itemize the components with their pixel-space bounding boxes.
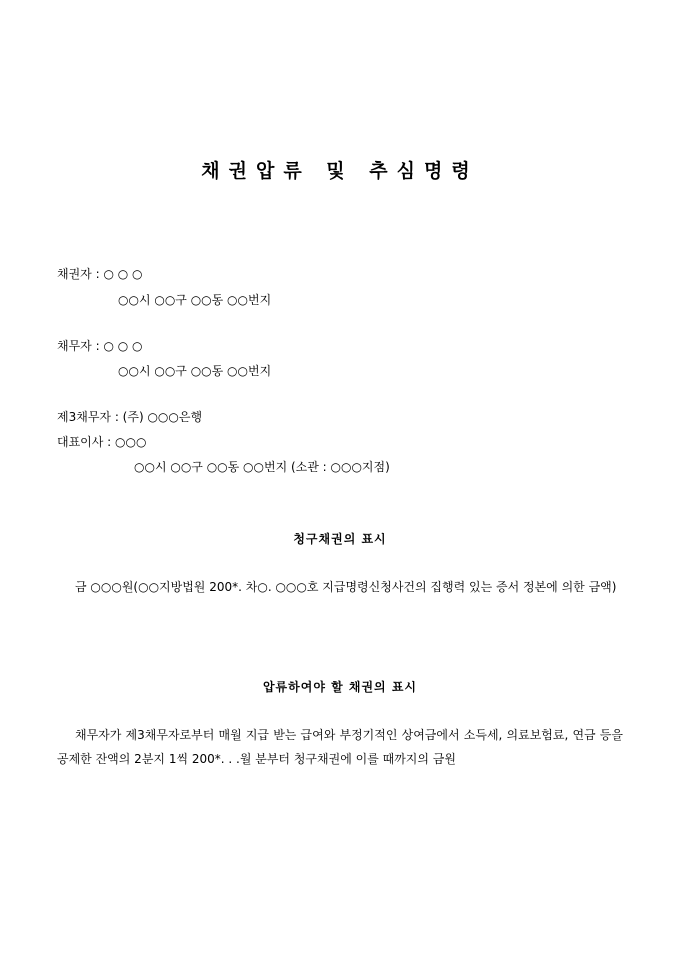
claim-section-heading: 청구채권의 표시 <box>293 532 387 546</box>
debtor-label: 채무자 : ○ ○ ○ <box>57 339 143 353</box>
document-title: 채권압류 및 추심명령 <box>201 160 479 182</box>
creditor-address: ○○시 ○○구 ○○동 ○○번지 <box>118 293 272 307</box>
seizure-section-heading: 압류하여야 할 채권의 표시 <box>262 680 418 694</box>
third-party-debtor-address: ○○시 ○○구 ○○동 ○○번지 (소관 : ○○○지점) <box>134 460 390 474</box>
creditor-label: 채권자 : ○ ○ ○ <box>57 267 143 281</box>
debtor-address: ○○시 ○○구 ○○동 ○○번지 <box>118 364 272 378</box>
third-party-debtor-label: 제3채무자 : (주) ○○○은행 <box>57 410 203 424</box>
seizure-section-body: 채무자가 제3채무자로부터 매월 지급 받는 급여와 부정기적인 상여금에서 소득세, 의료보험료, 연금 등을 공제한 잔액의 2분지 1씩 200*. . .월 분부터 청구채권에 이를 때까지의 금원 <box>57 728 623 766</box>
claim-section-body: 금 ○○○원(○○지방법원 200*. 차○. ○○○호 지급명령신청사건의 집행력 있는 증서 정본에 의한 금액) <box>75 580 617 594</box>
representative-label: 대표이사 : ○○○ <box>57 435 147 449</box>
